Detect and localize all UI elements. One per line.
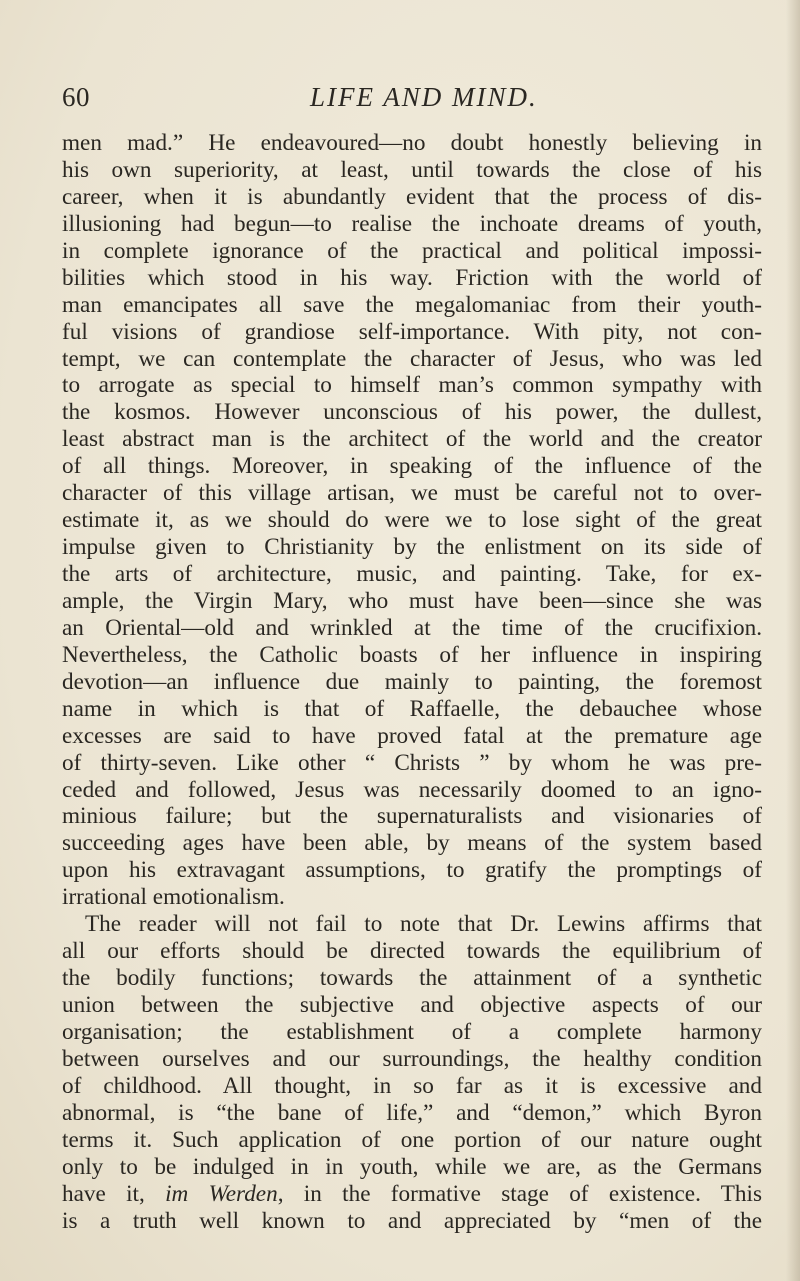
text-line-with-italic xyxy=(62,1181,762,1208)
text-line: the bodily functions; towards the attainment of a synthetic xyxy=(62,965,762,992)
text-line: bilities which stood in his way. Friction with the world of xyxy=(62,264,762,291)
text-line: impulse given to Christianity by the enlistment on its side of xyxy=(62,534,762,561)
text-line: men mad.” He endeavoured—no doubt honestly believing in xyxy=(62,130,762,156)
text-line: excesses are said to have proved fatal at the premature age xyxy=(62,722,762,749)
page-edge-shadow xyxy=(786,0,800,1281)
italic-phrase: im Werden xyxy=(165,1180,278,1207)
text-line: his own superiority, at least, until towards the close of his xyxy=(62,156,762,183)
text-line: the kosmos. However unconscious of his power, the dullest, xyxy=(62,399,762,426)
running-title: LIFE AND MIND. xyxy=(310,82,538,112)
text-line: estimate it, as we should do were we to lose sight of the great xyxy=(62,507,762,534)
text-line: all our efforts should be directed towards the equilibrium of xyxy=(62,938,762,965)
text-line: of all things. Moreover, in speaking of the influence of the xyxy=(62,453,762,480)
text-segment: have it, xyxy=(62,1180,166,1207)
text-line: ample, the Virgin Mary, who must have been—since she was xyxy=(62,587,762,614)
running-header xyxy=(62,82,762,116)
text-line: only to be indulged in in youth, while we are, as the Germans xyxy=(62,1153,762,1180)
text-line: devotion—an influence due mainly to painting, the foremost xyxy=(62,668,762,695)
text-line: career, when it is abundantly evident that the process of dis- xyxy=(62,183,762,210)
text-line: succeeding ages have been able, by means of the system based xyxy=(62,830,762,857)
text-line: of childhood. All thought, in so far as it is excessive and xyxy=(62,1072,762,1099)
paragraph-start-line: The reader will not fail to note that Dr. Lewins affirms that xyxy=(85,911,762,938)
text-line: abnormal, is “the bane of life,” and “demon,” which Byron xyxy=(62,1099,762,1126)
text-line: ful visions of grandiose self-importance. With pity, not con- xyxy=(62,318,762,345)
text-line: organisation; the establishment of a complete harmony xyxy=(62,1018,762,1045)
text-line: name in which is that of Raffaelle, the debauchee whose xyxy=(62,695,762,722)
body-text xyxy=(62,130,762,1234)
text-line: least abstract man is the architect of the world and the creator xyxy=(62,426,762,453)
text-line: ceded and followed, Jesus was necessarily doomed to an igno- xyxy=(62,776,762,803)
text-segment: , in the formative stage of existence. This xyxy=(277,1180,762,1207)
page-number: 60 xyxy=(62,82,90,112)
text-line: character of this village artisan, we must be careful not to over- xyxy=(62,480,762,507)
text-line: in complete ignorance of the practical and political impossi- xyxy=(62,237,762,264)
text-line: tempt, we can contemplate the character of Jesus, who was led xyxy=(62,345,762,372)
paragraph-end-line: irrational emotionalism. xyxy=(62,884,285,911)
text-line: between ourselves and our surroundings, the healthy condition xyxy=(62,1045,762,1072)
text-line: the arts of architecture, music, and painting. Take, for ex- xyxy=(62,561,762,587)
text-line: upon his extravagant assumptions, to gratify the promptings of xyxy=(62,857,762,884)
text-line: minious failure; but the supernaturalists and visionaries of xyxy=(62,803,762,830)
text-line: illusioning had begun—to realise the inchoate dreams of youth, xyxy=(62,210,762,237)
text-line: terms it. Such application of one portion of our nature ought xyxy=(62,1126,762,1153)
text-line: union between the subjective and objective aspects of our xyxy=(62,992,762,1018)
text-line: man emancipates all save the megalomaniac from their youth- xyxy=(62,291,762,318)
text-line: an Oriental—old and wrinkled at the time of the crucifixion. xyxy=(62,614,762,641)
text-line: is a truth well known to and appreciated by “men of the xyxy=(62,1207,762,1234)
text-line: Nevertheless, the Catholic boasts of her influence in inspiring xyxy=(62,641,762,668)
text-line: of thirty-seven. Like other “ Christs ” by whom he was pre- xyxy=(62,749,762,776)
text-line: to arrogate as special to himself man’s common sympathy with xyxy=(62,372,762,399)
